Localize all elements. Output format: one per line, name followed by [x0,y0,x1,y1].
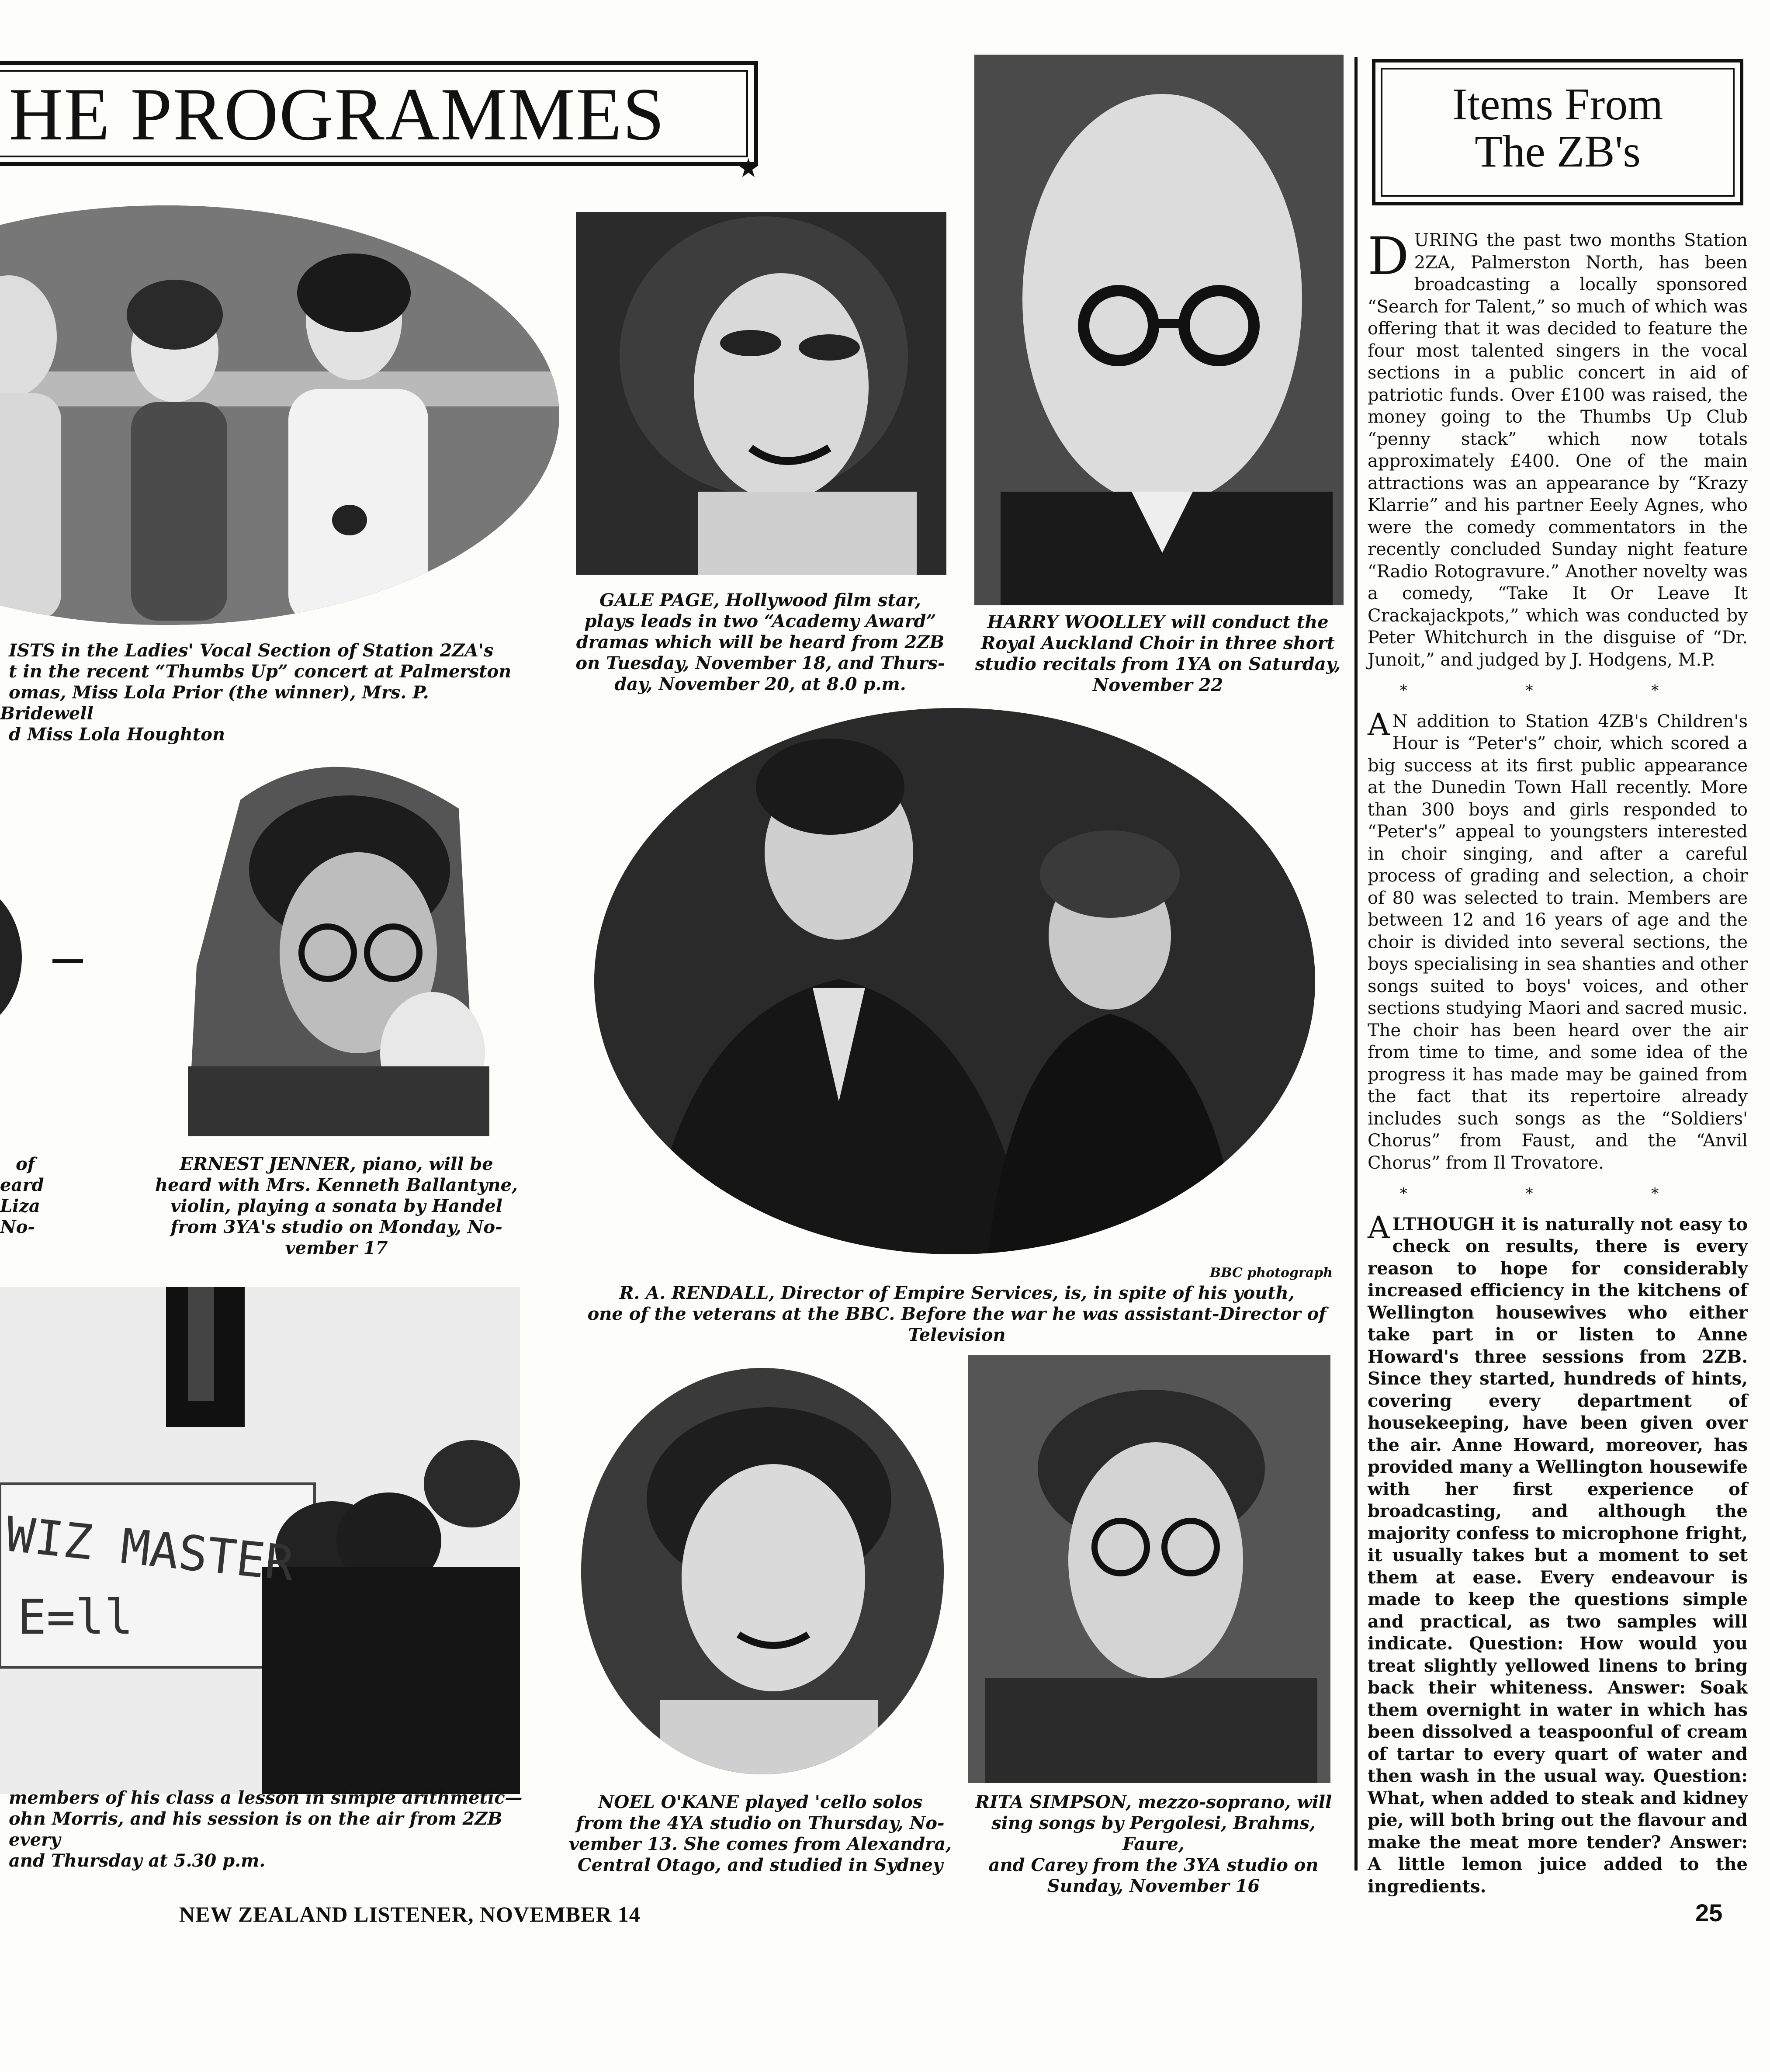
ernest-caption-line-4: from 3YA's studio on Monday, No- [170,1217,502,1237]
class-caption-line-3: and Thursday at 5.30 p.m. [9,1850,266,1871]
dropcap-a-2: A [1368,1209,1390,1246]
rita-caption-line-4: Sunday, November 16 [1047,1876,1260,1896]
harry-caption [966,612,1350,696]
blackboard-text-line-1: WIZ MASTER [3,1506,297,1592]
class-caption [0,1787,524,1871]
gale-caption-line-2: plays leads in two “Academy Award” [584,611,936,632]
ladies-caption-line-3: omas, Miss Lola Prior (the winner), Mrs. P. Bridewell [0,682,429,724]
sidebar-paragraph-3 [1368,1209,1748,1898]
partial-left-line-2: eard [0,1175,44,1195]
noel-caption-line-1: NOEL O'KANE played 'cello solos [598,1792,923,1812]
ladies-group-photo [0,205,559,625]
dash-mark [52,959,83,963]
partial-left-caption [0,1154,44,1238]
harry-caption-line-1: HARRY WOOLLEY will conduct the [987,612,1329,632]
page-number: 25 [1695,1899,1723,1926]
ladies-caption-line-4: d Miss Lola Houghton [9,724,225,745]
sidebar-paragraph-1-text: URING the past two months Station 2ZA, Palmerston North, has been broadcasting a locally sponsored “Search for Talent,” so much of which was offering that it was decided to feature the four most talented singers in the vocal sections in a public concert in aid of patriotic funds. Over £100 was raised, the money going to the Thumbs Up Club “penny stack” which now totals approximately £400. One of the main attractions was an appearance by “Krazy Klarrie” and his partner Eeely Agnes, who were the comedy commentators in the recently concluded Sunday night feature “Radio Rotogravure.” Another novelty was a comedy, “Take It Or Leave It Crackajackpots,” which was conducted by Peter Whitchurch in the disguise of “Dr. Junoit,” and judged by J. Hodgens, M.P. [1368,230,1748,670]
sidebar-paragraph-2-text: N addition to Station 4ZB's Children's Hour is “Peter's” choir, which scored a big success at its first public appearance at the Dunedin Town Hall recently. More than 300 boys and girls responded to “Peter's” appeal to youngsters interested in choir singing, and after a careful process of grading and selection, a choir of 80 was selected to train. Members are between 12 and 16 years of age and the choir is divided into several sections, the boys specialising in sea shanties and other songs suited to boys' voices, and other sections studying Maori and sacred music. The choir has been heard over the air from time to time, and some idea of the progress it has made may be gained from the fact that its repertoire already includes such songs as the “Soldiers' Chorus” from Faust, and the “Anvil Chorus” from Il Trovatore. [1368,711,1748,1173]
ladies-caption [0,640,524,745]
class-caption-line-1: members of his class a lesson in simple arithmetic— [9,1787,523,1808]
partial-left-line-3: Liza [0,1196,40,1216]
gale-caption-line-4: on Tuesday, November 18, and Thurs- [575,653,945,673]
rendall-caption-line-2: one of the veterans at the BBC. Before the war he was assistant-Director of [587,1304,1327,1324]
sidebar-title [1381,81,1735,175]
ernest-caption-line-3: violin, playing a sonata by Handel [170,1196,502,1216]
harry-caption-line-3: studio recitals from 1YA on Saturday, [975,654,1341,674]
rita-caption [961,1792,1346,1897]
page-title: HE PROGRAMMES [9,73,665,156]
gale-caption-line-1: GALE PAGE, Hollywood film star, [599,590,921,611]
rita-caption-line-3: and Carey from the 3YA studio on [988,1855,1319,1875]
rendall-caption-line-1: R. A. RENDALL, Director of Empire Services, is, in spite of his youth, [619,1283,1295,1303]
class-caption-line-2: ohn Morris, and his session is on the air from 2ZB every [9,1808,502,1850]
gale-caption-line-3: dramas which will be heard from 2ZB [576,632,945,652]
rita-caption-line-1: RITA SIMPSON, mezzo-soprano, will [975,1792,1332,1812]
rendall-photo [594,708,1315,1254]
rita-simpson-photo [968,1355,1330,1783]
harry-caption-line-2: Royal Auckland Choir in three short [981,633,1335,653]
ernest-caption-line-2: heard with Mrs. Kenneth Ballantyne, [155,1175,518,1195]
dropcap-d: D [1368,226,1409,286]
ladies-caption-line-1: ISTS in the Ladies' Vocal Section of Station 2ZA's [9,640,494,661]
rendall-caption-line-3: Television [908,1325,1006,1345]
ernest-caption-line-1: ERNEST JENNER, piano, will be [180,1154,493,1174]
bbc-credit: BBC photograph [1209,1265,1333,1281]
ernest-jenner-photo [188,747,489,1136]
noel-caption-line-2: from the 4YA studio on Thursday, No- [576,1813,945,1833]
section-divider-1: * * * [1399,682,1716,699]
footer-publication: NEW ZEALAND LISTENER, NOVEMBER 14 [179,1902,641,1926]
dropcap-a-1: A [1368,706,1390,743]
sidebar-paragraph-3-text: LTHOUGH it is naturally not easy to check on results, there is every reason to hope for considerably increased efficiency in the kitchens of Wellington housewives who either take part in or listen to Anne Howard's three sessions from 2ZB. Since they started, hundreds of hints, covering every department of housekeeping, have been given over the air. Anne Howard, moreover, has provided many a Wellington housewife with her first experience of broadcasting, and although the majority confess to microphone fright, it usually takes but a moment to set them at ease. Every endeavour is made to keep the questions simple and practical, as two samples will indicate. Question: How would you treat slightly yellowed linens to bring back their whiteness. Answer: Soak them overnight in water in which has been dissolved a teaspoonful of cream of tartar to every quart of water and then wash in the usual way. Question: What, when added to steak and kidney pie, will both bring out the flavour and make the meat more tender? Answer: A little lemon juice added to the ingredients. [1368,1214,1748,1897]
noel-caption-line-4: Central Otago, and studied in Sydney [577,1855,943,1875]
column-rule [1354,57,1358,1871]
gale-page-photo [576,212,946,575]
star-ornament: ★ [737,153,760,184]
sidebar-title-line-2: The ZB's [1475,126,1641,177]
partial-left-line-4: No- [0,1217,35,1237]
rita-caption-line-2: sing songs by Pergolesi, Brahms, Faure, [991,1813,1316,1854]
section-divider-2: * * * [1399,1185,1716,1202]
ernest-caption-line-5: vember 17 [285,1238,388,1258]
sidebar-paragraph-1 [1368,226,1748,671]
ladies-caption-line-2: t in the recent “Thumbs Up” concert at Palmerston [9,661,512,682]
harry-woolley-photo [974,55,1344,605]
partial-left-line-1: of [16,1154,35,1174]
noel-okane-photo [581,1368,944,1774]
rendall-caption [581,1283,1333,1346]
gale-caption [568,590,953,695]
sidebar-paragraph-2 [1368,706,1748,1174]
ernest-caption [144,1154,529,1259]
gale-caption-line-5: day, November 20, at 8.0 p.m. [614,674,906,694]
blackboard-text-line-2: E=ll [17,1589,133,1645]
noel-caption [568,1792,953,1876]
noel-caption-line-3: vember 13. She comes from Alexandra, [568,1834,952,1854]
harry-caption-line-4: November 22 [1092,675,1223,695]
partial-oval-photo [0,878,22,1036]
sidebar-title-line-1: Items From [1452,79,1663,129]
sidebar-body [1368,226,1748,1898]
